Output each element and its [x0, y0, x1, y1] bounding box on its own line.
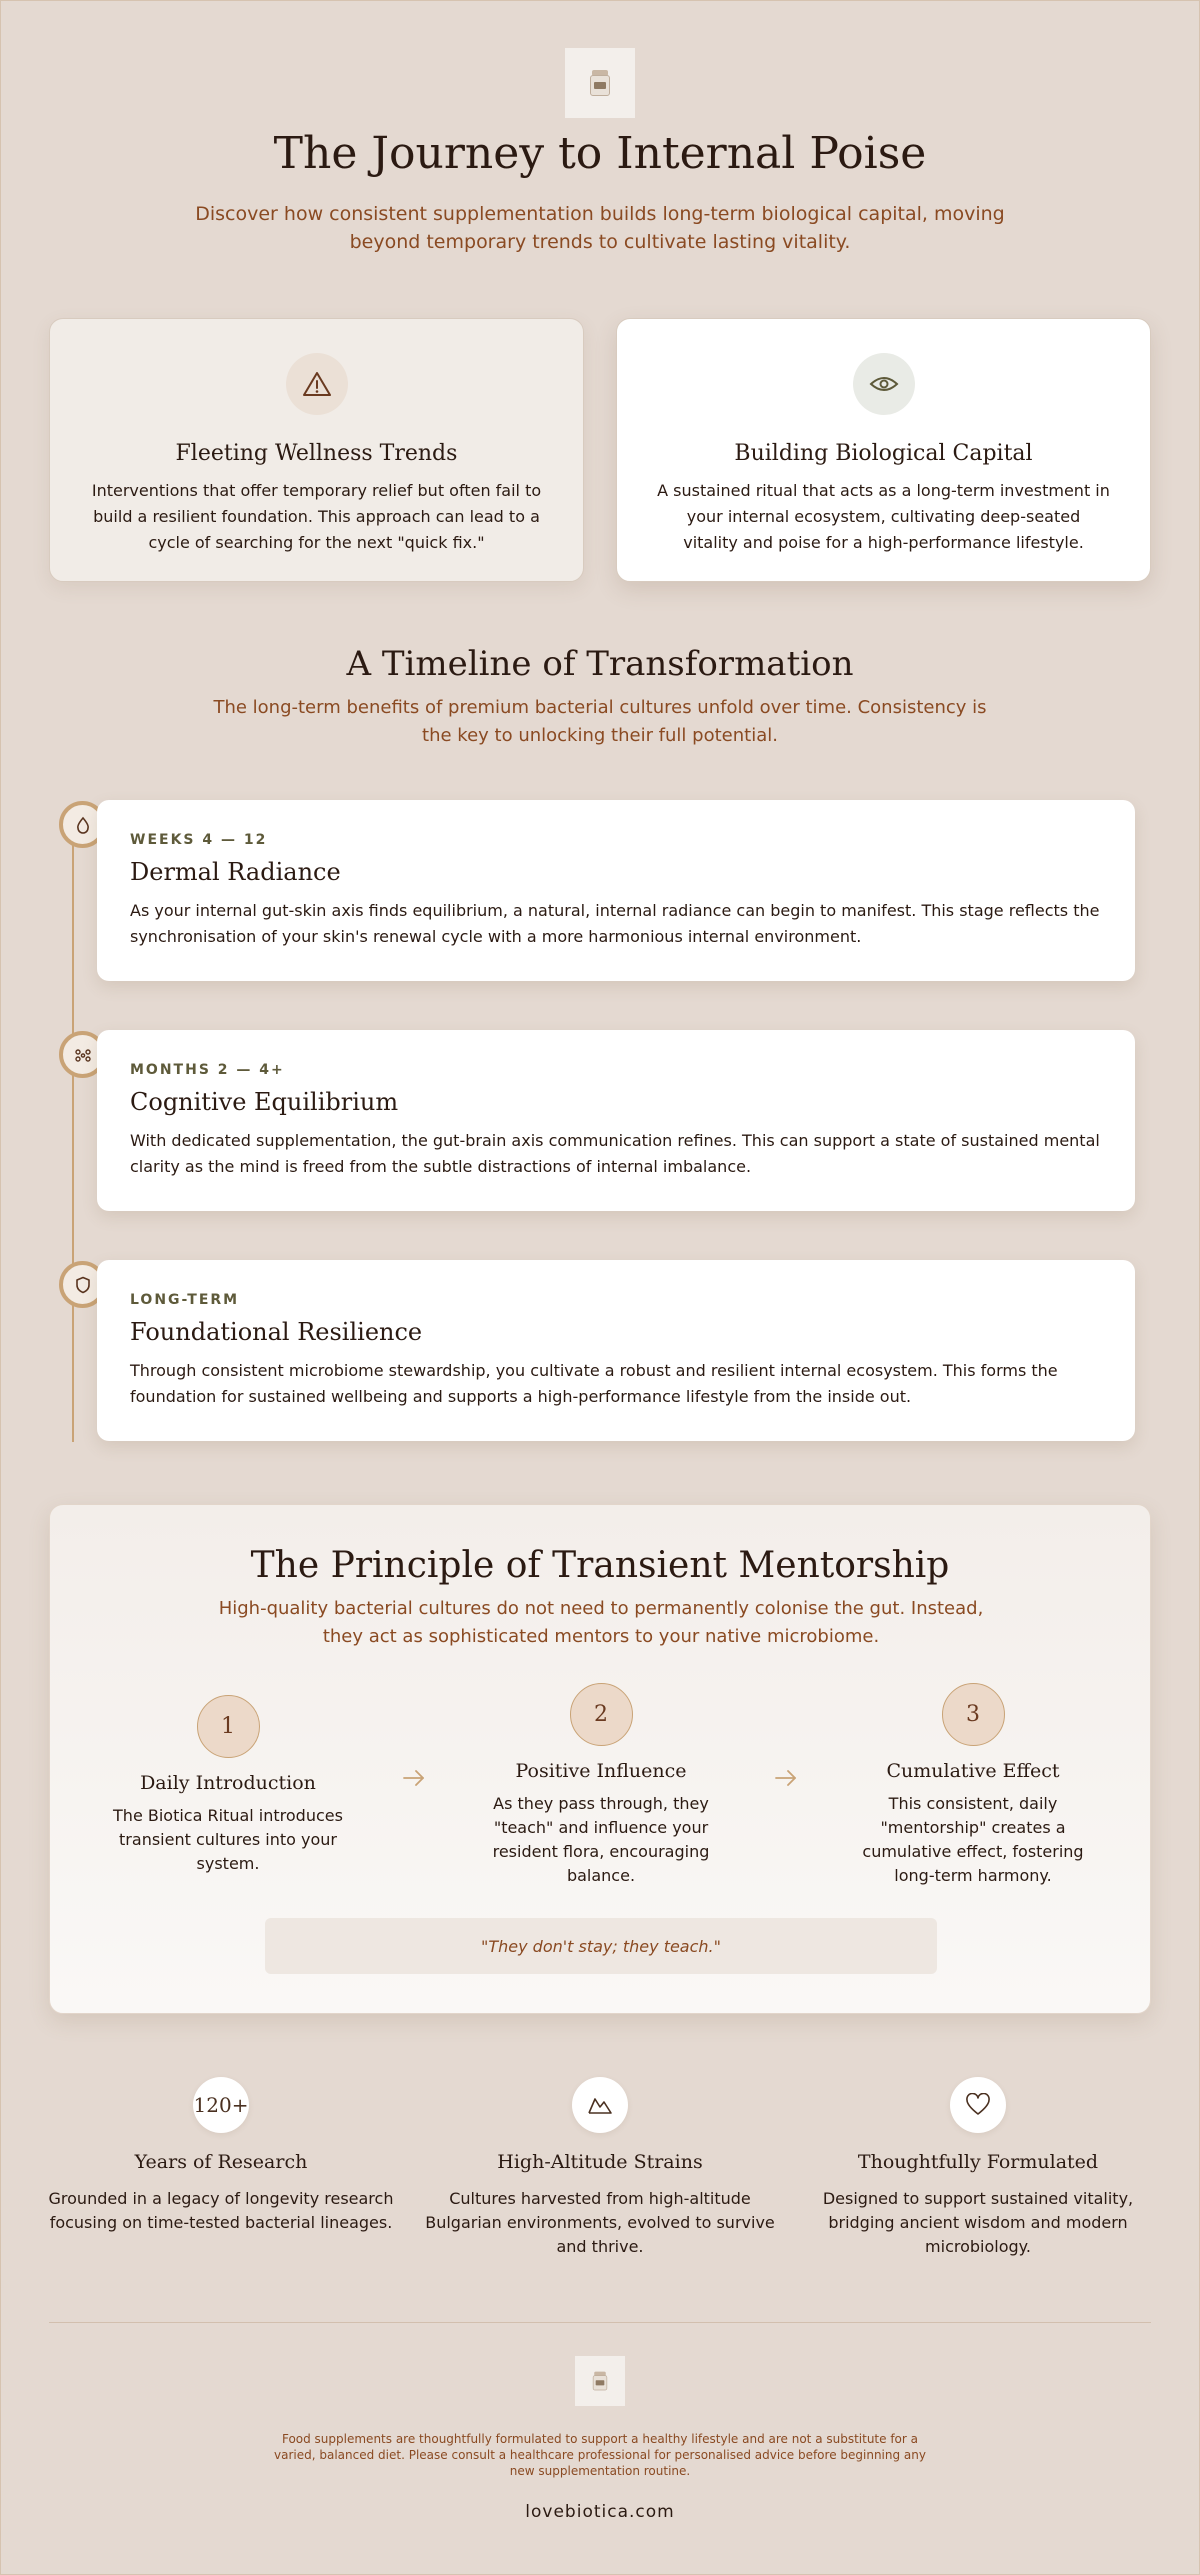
card-title: Building Biological Capital — [734, 441, 1033, 466]
feature-title: High-Altitude Strains — [497, 2151, 703, 2173]
feature-text: Designed to support sustained vitality, bridging ancient wisdom and modern microbiology. — [822, 2189, 1134, 2256]
footer-website-link[interactable]: lovebiotica.com — [525, 2502, 675, 2522]
timeline-tag: WEEKS 4 — 12 — [130, 832, 268, 848]
card-biological-capital — [616, 318, 1151, 582]
step-title: Cumulative Effect — [886, 1760, 1060, 1782]
timeline-card-text: With dedicated supplementation, the gut-brain axis communication refines. This can support a state of sustained mental clarity as the mind is freed from the subtle distractions of internal imbalance. — [130, 1131, 1100, 1176]
step-positive-influence — [471, 1683, 731, 1888]
timeline-card-title: Dermal Radiance — [130, 858, 341, 886]
product-jar-logo — [565, 48, 635, 118]
step-number: 2 — [570, 1683, 633, 1746]
page-subtitle: Discover how consistent supplementation builds long-term biological capital, moving beyond temporary trends to cultivate lasting vitality. — [195, 203, 1005, 253]
feature-title: Years of Research — [134, 2151, 308, 2173]
number-badge-icon: 120+ — [193, 2077, 249, 2133]
feature-high-altitude-strains — [420, 2077, 780, 2259]
card-text: A sustained ritual that acts as a long-term investment in your internal ecosystem, cultivating deep-seated vitality and poise for a high-performance lifestyle. — [657, 481, 1110, 552]
timeline-tag: MONTHS 2 — 4+ — [130, 1062, 285, 1078]
heart-icon — [950, 2077, 1006, 2133]
step-number: 1 — [197, 1695, 260, 1758]
footer-disclaimer: Food supplements are thoughtfully formulated to support a healthy lifestyle and are not a substitute for a varied, balanced diet. Please consult a healthcare professional for personalised advice before beginning any new supplementation routine. — [274, 2432, 926, 2478]
page-title: The Journey to Internal Poise — [273, 128, 927, 179]
jar-icon — [592, 2372, 608, 2391]
step-daily-introduction — [98, 1695, 358, 1876]
arrow-right-icon — [402, 1768, 426, 1788]
feature-text: Grounded in a legacy of longevity research focusing on time-tested bacterial lineages. — [48, 2189, 394, 2232]
step-title: Daily Introduction — [140, 1772, 316, 1794]
timeline-card-title: Foundational Resilience — [130, 1318, 423, 1346]
warning-triangle-icon — [286, 353, 348, 415]
principle-subtitle: High-quality bacterial cultures do not need to permanently colonise the gut. Instead, they act as sophisticated mentors to your native microbiome. — [218, 1598, 984, 1647]
arrow-right-icon — [774, 1768, 798, 1788]
principle-panel — [49, 1504, 1151, 2014]
principle-title: The Principle of Transient Mentorship — [250, 1545, 950, 1586]
timeline-subtitle: The long-term benefits of premium bacterial cultures unfold over time. Consistency is the key to unlocking their full potential. — [213, 697, 987, 746]
step-text: This consistent, daily "mentorship" creates a cumulative effect, fostering long-term harmony. — [862, 1794, 1084, 1885]
step-cumulative-effect — [843, 1683, 1103, 1888]
feature-years-of-research — [41, 2077, 401, 2235]
footer-jar-logo — [575, 2356, 625, 2406]
timeline-line — [72, 826, 74, 1442]
timeline-card-title: Cognitive Equilibrium — [130, 1088, 399, 1116]
jar-icon — [589, 70, 611, 96]
principle-quote: "They don't stay; they teach." — [265, 1918, 937, 1974]
eye-icon — [853, 353, 915, 415]
card-text: Interventions that offer temporary relief but often fail to build a resilient foundation. This approach can lead to a cycle of searching for the next "quick fix." — [91, 481, 542, 552]
card-fleeting-trends — [49, 318, 584, 582]
timeline-card-dermal — [97, 800, 1135, 981]
timeline-card-cognitive — [97, 1030, 1135, 1211]
feature-text: Cultures harvested from high-altitude Bulgarian environments, evolved to survive and thrive. — [425, 2189, 775, 2256]
feature-title: Thoughtfully Formulated — [857, 2151, 1099, 2173]
feature-thoughtfully-formulated — [798, 2077, 1158, 2259]
timeline-card-resilience — [97, 1260, 1135, 1441]
timeline-card-text: As your internal gut-skin axis finds equilibrium, a natural, internal radiance can begin to manifest. This stage reflects the synchronisation of your skin's renewal cycle with a more harmonious internal environment. — [130, 901, 1100, 946]
card-title: Fleeting Wellness Trends — [175, 441, 458, 466]
step-number: 3 — [942, 1683, 1005, 1746]
timeline-title: A Timeline of Transformation — [346, 644, 854, 684]
timeline-tag: LONG-TERM — [130, 1292, 240, 1308]
timeline-card-text: Through consistent microbiome stewardship, you cultivate a robust and resilient internal ecosystem. This forms the foundation for sustained wellbeing and supports a high-performance lifestyle from the inside out. — [130, 1361, 1058, 1406]
footer-divider — [49, 2322, 1151, 2323]
step-text: As they pass through, they "teach" and influence your resident flora, encouraging balance. — [492, 1794, 710, 1885]
mountain-icon — [572, 2077, 628, 2133]
step-title: Positive Influence — [515, 1760, 687, 1782]
step-text: The Biotica Ritual introduces transient cultures into your system. — [113, 1806, 343, 1873]
